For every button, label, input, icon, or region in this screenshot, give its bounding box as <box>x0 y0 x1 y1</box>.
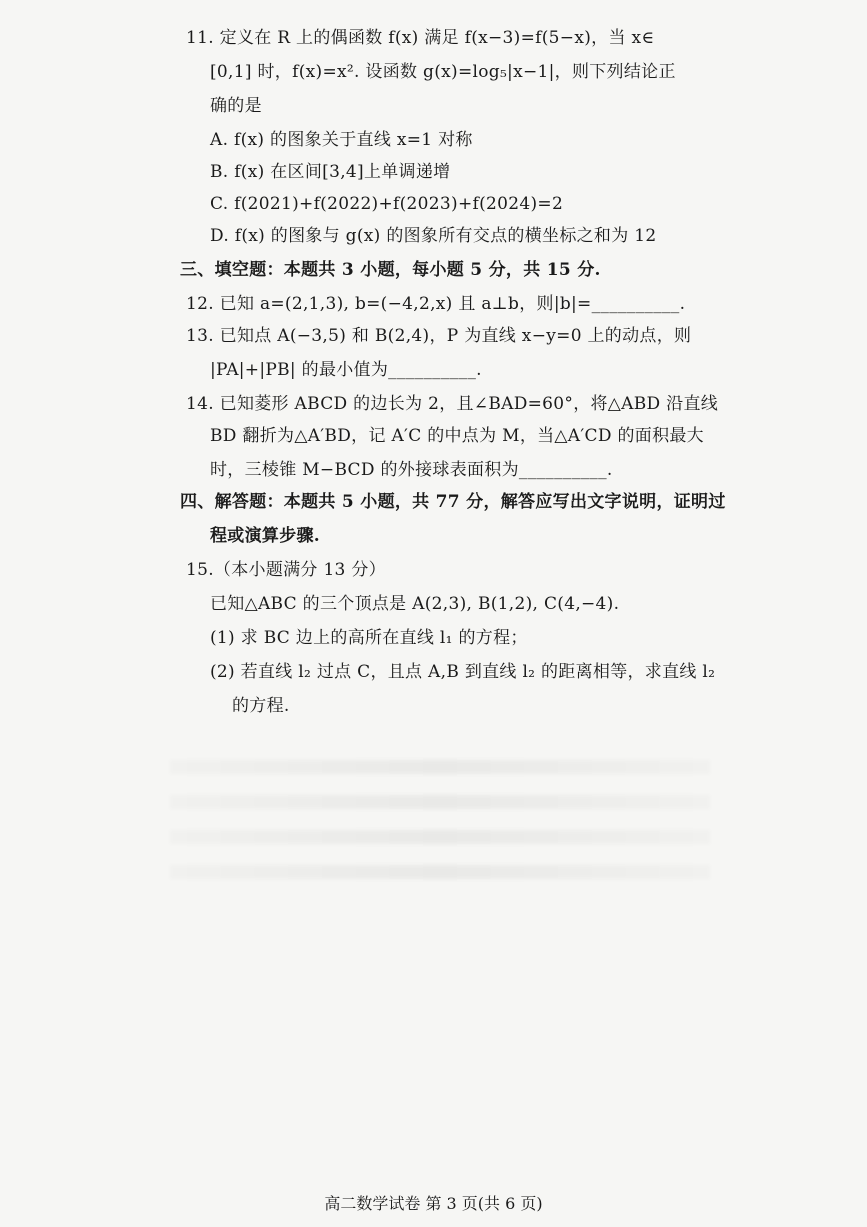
q11-line2: [0,1] 时，f(x)=x². 设函数 g(x)=log₅|x−1|，则下列结论正 <box>210 62 676 82</box>
q11-option-d: D. f(x) 的图象与 g(x) 的图象所有交点的横坐标之和为 12 <box>210 226 657 246</box>
q11-line1: 11. 定义在 R 上的偶函数 f(x) 满足 f(x−3)=f(5−x)，当 x∈ <box>186 28 655 48</box>
section4-heading-line2: 程或演算步骤. <box>210 526 321 546</box>
q15-part2-line1: (2) 若直线 l₂ 过点 C，且点 A,B 到直线 l₂ 的距离相等，求直线 l₂ <box>210 662 716 682</box>
bleed-through-mark <box>170 760 710 774</box>
q14-line1: 14. 已知菱形 ABCD 的边长为 2，且∠BAD=60°，将△ABD 沿直线 <box>186 394 719 414</box>
q15-part1: (1) 求 BC 边上的高所在直线 l₁ 的方程； <box>210 628 528 648</box>
q11-option-a: A. f(x) 的图象关于直线 x=1 对称 <box>210 130 473 150</box>
section4-heading-line1: 四、解答题：本题共 5 小题，共 77 分，解答应写出文字说明，证明过 <box>180 492 726 512</box>
q11-option-b: B. f(x) 在区间[3,4]上单调递增 <box>210 162 451 182</box>
page-footer: 高二数学试卷 第 3 页(共 6 页) <box>324 1194 543 1213</box>
q11-line3: 确的是 <box>210 96 262 116</box>
q13-line1: 13. 已知点 A(−3,5) 和 B(2,4)，P 为直线 x−y=0 上的动点，则 <box>186 326 692 346</box>
q14-line3: 时，三棱锥 M−BCD 的外接球表面积为__________. <box>210 460 613 480</box>
q14-line2: BD 翻折为△A′BD，记 A′C 的中点为 M，当△A′CD 的面积最大 <box>210 426 704 446</box>
q15-header: 15.（本小题满分 13 分） <box>186 560 386 580</box>
bleed-through-mark <box>170 795 710 809</box>
bleed-through-mark <box>170 830 710 844</box>
q13-line2: |PA|+|PB| 的最小值为__________. <box>210 360 482 380</box>
q15-part2-line2: 的方程. <box>232 696 290 716</box>
bleed-through-mark <box>170 865 710 879</box>
q11-option-c: C. f(2021)+f(2022)+f(2023)+f(2024)=2 <box>210 194 564 214</box>
section3-heading: 三、填空题：本题共 3 小题，每小题 5 分，共 15 分. <box>180 260 601 280</box>
q12-text: 12. 已知 a=(2,1,3), b=(−4,2,x) 且 a⊥b，则|b|=__________. <box>186 294 686 314</box>
q15-stem: 已知△ABC 的三个顶点是 A(2,3), B(1,2), C(4,−4). <box>210 594 620 614</box>
